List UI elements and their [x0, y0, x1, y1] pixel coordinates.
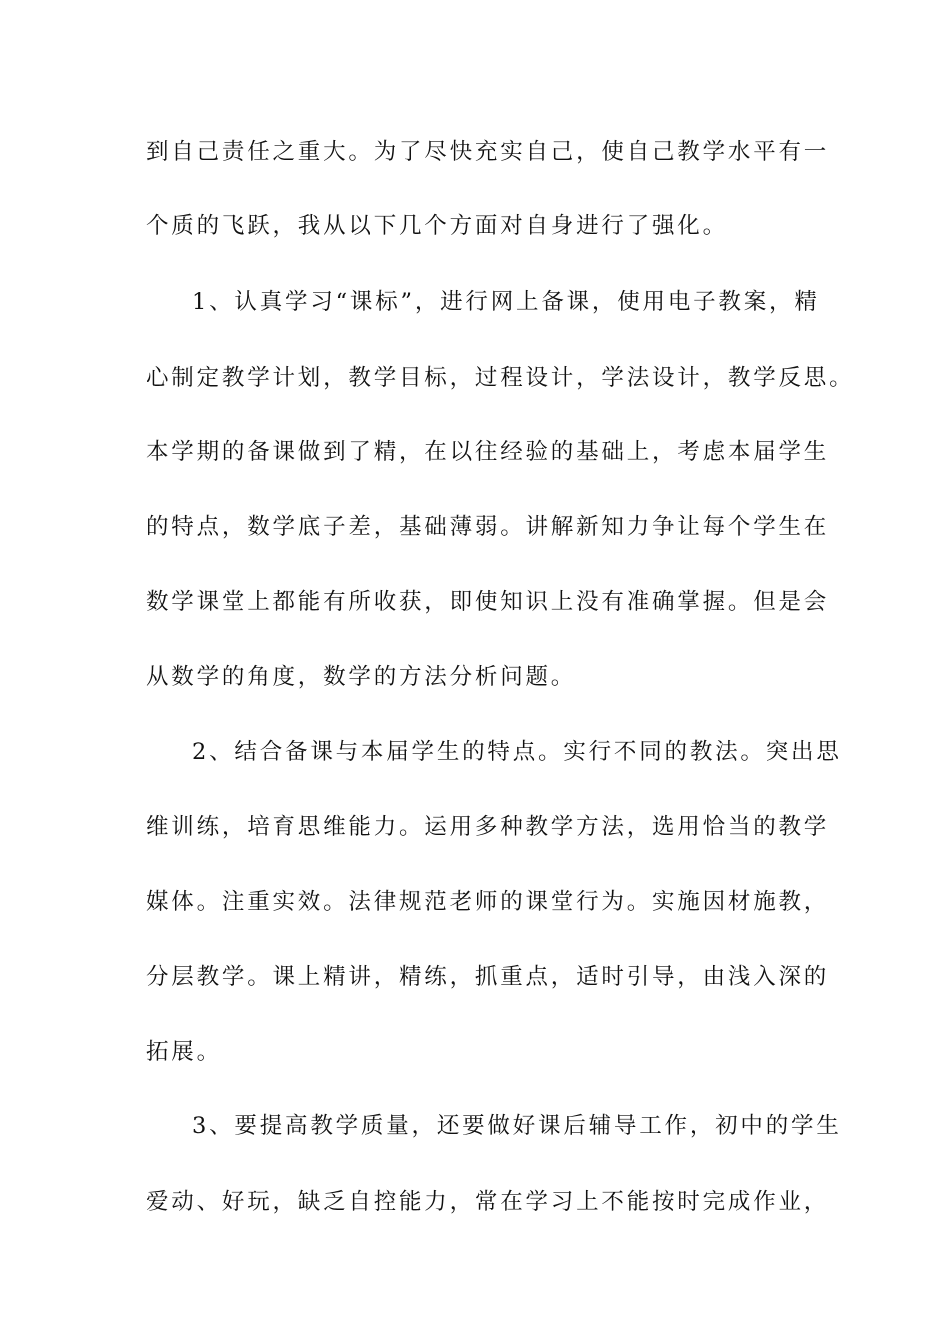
- text-line: 维训练，培育思维能力。运用多种教学方法，选用恰当的教学: [146, 814, 830, 840]
- text-line: 媒体。注重实效。法律规范老师的课堂行为。实施因材施教，: [146, 889, 830, 915]
- paragraph-2-start: 2、结合备课与本届学生的特点。实行不同的教法。突出思: [192, 739, 842, 765]
- text-line: 拓展。: [146, 1039, 222, 1065]
- paragraph-3-start: 3、要提高教学质量，还要做好课后辅导工作，初中的学生: [192, 1113, 842, 1139]
- text-line: 分层教学。课上精讲，精练，抓重点，适时引导，由浅入深的: [146, 964, 830, 990]
- paragraph-1-start: 1、认真学习“课标”，进行网上备课，使用电子教案，精: [192, 289, 820, 315]
- text-line: 数学课堂上都能有所收获，即使知识上没有准确掌握。但是会: [146, 589, 830, 615]
- text-line: 本学期的备课做到了精，在以往经验的基础上，考虑本届学生: [146, 439, 830, 465]
- text-line: 从数学的角度，数学的方法分析问题。: [146, 664, 577, 690]
- text-line: 到自己责任之重大。为了尽快充实自己，使自己教学水平有一: [146, 139, 830, 165]
- text-line: 爱动、好玩，缺乏自控能力，常在学习上不能按时完成作业，: [146, 1189, 830, 1215]
- text-line: 心制定教学计划，教学目标，过程设计，学法设计，教学反思。: [146, 365, 855, 391]
- text-line: 个质的飞跃，我从以下几个方面对自身进行了强化。: [146, 213, 728, 239]
- text-line: 的特点，数学底子差，基础薄弱。讲解新知力争让每个学生在: [146, 514, 830, 540]
